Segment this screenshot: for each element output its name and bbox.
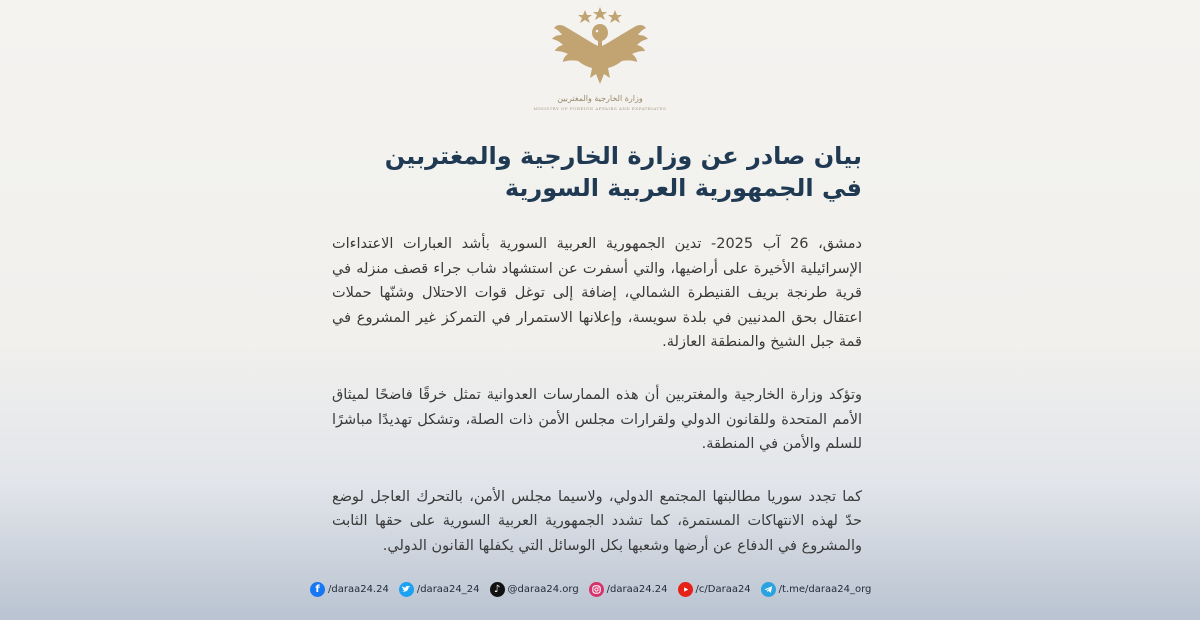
paragraph: وتؤكد وزارة الخارجية والمغتربين أن هذه الممارسات العدوانية تمثل خرقًا فاضحًا لميثاق الأمم المتحدة وللقانون الدولي ولقرارات مجلس الأمن ذات الصلة، وتشكل تهديدًا مباشرًا للسلم والأمن في المنطقة. <box>332 386 862 453</box>
youtube-icon <box>678 582 693 597</box>
tiktok-icon: ♪ <box>490 582 505 597</box>
telegram-icon <box>761 582 776 597</box>
emblem-caption-arabic: وزارة الخارجية والمغتربين <box>557 94 643 103</box>
tiktok-handle: @daraa24.org <box>507 583 579 595</box>
title-line-2: في الجمهورية العربية السورية <box>504 174 862 202</box>
paragraph: كما تجدد سوريا مطالبتها المجتمع الدولي، ولاسيما مجلس الأمن، بالتحرك العاجل لوضع حدّ لهذه الانتهاكات المستمرة، كما تشدد الجمهورية العربية السورية على حقها الثابت والمشروع في الدفاع عن أرضها وشعبها بكل الوسائل التي يكفلها القانون الدولي. <box>332 488 862 554</box>
statement-title <box>320 140 862 204</box>
statement-body <box>332 232 862 587</box>
instagram-icon <box>589 582 604 597</box>
youtube-link[interactable] <box>678 582 751 597</box>
title-line-1: بيان صادر عن وزارة الخارجية والمغتربين <box>384 142 862 170</box>
facebook-icon: f <box>310 582 325 597</box>
twitter-link[interactable] <box>399 582 480 597</box>
social-footer <box>310 576 900 602</box>
twitter-handle: /daraa24_24 <box>416 583 480 595</box>
paragraph: دمشق، 26 آب 2025- تدين الجمهورية العربية السورية بأشد العبارات الاعتداءات الإسرائيلية الأخيرة على أراضيها، والتي أسفرت عن استشهاد شاب جراء قصف منزله في قرية طرنجة بريف القنيطرة الشمالي، إضافة إلى توغل قوات الاحتلال وشنّها حملات اعتقال بحق المدنيين في بلدة سويسة، وإعلانها الاستمرار في التمركز غير المشروع في قمة جبل الشيخ والمنطقة العازلة. <box>332 236 863 351</box>
instagram-handle: /daraa24.24 <box>606 583 668 595</box>
youtube-handle: /c/Daraa24 <box>695 583 751 595</box>
instagram-link[interactable] <box>589 582 668 597</box>
emblem-caption-english: MINISTRY OF FOREIGN AFFAIRS AND EXPATRIATES <box>533 106 667 111</box>
emblem-caption <box>530 94 670 114</box>
tiktok-link[interactable] <box>490 582 579 597</box>
telegram-handle: /t.me/daraa24_org <box>778 583 872 595</box>
twitter-icon <box>399 582 414 597</box>
telegram-link[interactable] <box>761 582 872 597</box>
eagle-icon <box>540 4 660 94</box>
facebook-link[interactable] <box>310 582 389 597</box>
facebook-handle: /daraa24.24 <box>328 583 389 595</box>
